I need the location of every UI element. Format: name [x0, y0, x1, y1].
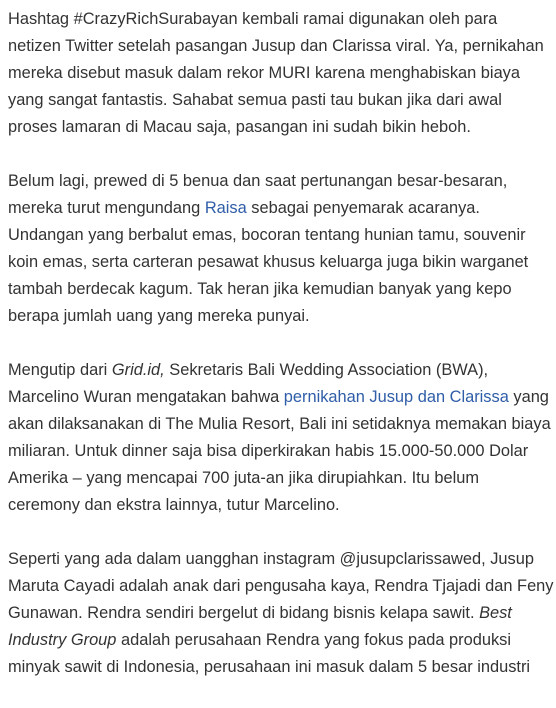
paragraph-2-text-end: sebagai penyemarak acaranya. Undangan yang berbalut emas, bocoran tentang hunian tamu, souvenir koin emas, serta carteran pesawat khusus keluarga juga bikin warganet tambah berdecak kagum. Tak heran jika kemudian banyak yang kepo berapa jumlah uang yang mereka punyai.	[8, 199, 529, 325]
source-name: Grid.id,	[111, 361, 165, 379]
paragraph-3-text-start: Mengutip dari	[8, 361, 112, 379]
company-name: Best Industry Group	[8, 604, 512, 649]
paragraph-1	[8, 6, 554, 141]
paragraph-2	[8, 168, 554, 330]
wedding-article-link[interactable]: pernikahan Jusup dan Clarissa	[283, 388, 509, 406]
paragraph-3	[8, 357, 554, 519]
paragraph-4	[8, 546, 554, 681]
raisa-link[interactable]: Raisa	[204, 199, 247, 217]
paragraph-3-text-end: yang akan dilaksanakan di The Mulia Resort, Bali ini setidaknya memakan biaya miliaran. Untuk dinner saja bisa diperkirakan habis 15.000-50.000 Dolar Amerika – yang mencapai 700 juta-an jika dirupiahkan. Itu belum ceremony dan ekstra lainnya, tutur Marcelino.	[8, 388, 551, 514]
paragraph-3-text-middle: Sekretaris Bali Wedding Association (BWA), Marcelino Wuran mengatakan bahwa	[8, 361, 489, 406]
paragraph-4-text-start: Seperti yang ada dalam uangghan instagram @jusupclarissawed, Jusup Maruta Cayadi adalah anak dari pengusaha kaya, Rendra Tjajadi dan Feny Gunawan. Rendra sendiri bergelut di bidang bisnis kelapa sawit.	[8, 550, 554, 622]
paragraph-4-text-end: adalah perusahaan Rendra yang fokus pada produksi minyak sawit di Indonesia, perusahaan ini masuk dalam 5 besar industri	[8, 631, 531, 676]
article-body	[8, 6, 554, 708]
paragraph-2-text-start: Belum lagi, prewed di 5 benua dan saat pertunangan besar-besaran, mereka turut mengundang	[8, 172, 508, 217]
paragraph-1-text: Hashtag #CrazyRichSurabayan kembali ramai digunakan oleh para netizen Twitter setelah pasangan Jusup dan Clarissa viral. Ya, pernikahan mereka disebut masuk dalam rekor MURI karena menghabiskan biaya yang sangat fantastis. Sahabat semua pasti tau bukan jika dari awal proses lamaran di Macau saja, pasangan ini sudah bikin heboh.	[8, 10, 544, 136]
